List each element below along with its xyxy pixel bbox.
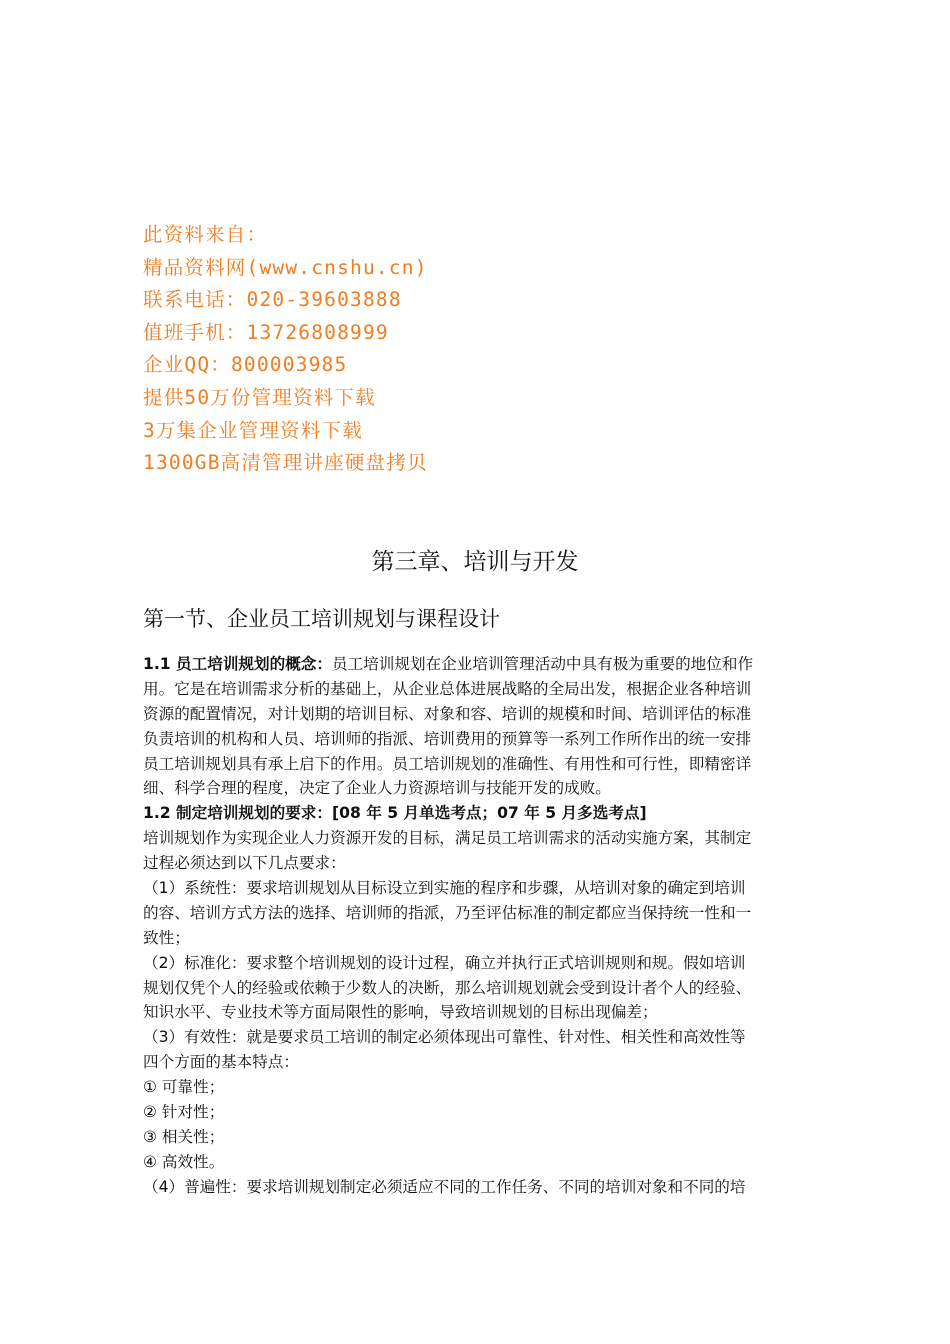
paragraph-line: 用。它是在培训需求分析的基础上，从企业总体进展战略的全局出发，根据企业各种培训 — [143, 679, 752, 698]
paragraph-heading: 1.1 员工培训规划的概念： — [143, 655, 332, 673]
section-title: 第一节、企业员工培训规划与课程设计 — [143, 607, 500, 631]
paragraph-line: 致性； — [143, 928, 190, 947]
paragraph-line: 资源的配置情况，对计划期的培训目标、对象和容、培训的规模和时间、培训评估的标准 — [143, 704, 752, 723]
promo-line: 精品资料网(www.cnshu.cn) — [143, 255, 428, 279]
list-item: ③ 相关性； — [143, 1127, 225, 1146]
promo-line: 提供50万份管理资料下载 — [143, 385, 376, 409]
paragraph-line: 培训规划作为实现企业人力资源开发的目标，满足员工培训需求的活动实施方案，其制定 — [143, 829, 752, 848]
paragraph-line: 员工培训规划具有承上启下的作用。员工培训规划的准确性、有用性和可行性，即精密详 — [143, 754, 752, 773]
paragraph-line: 细、科学合理的程度，决定了企业人力资源培训与技能开发的成败。 — [143, 779, 611, 798]
promo-line: 值班手机：13726808999 — [143, 320, 389, 344]
promo-line: 1300GB高清管理讲座硬盘拷贝 — [143, 451, 428, 475]
paragraph-line: 的容、培训方式方法的选择、培训师的指派，乃至评估标准的制定都应当保持统一性和一 — [143, 903, 752, 922]
list-item: ④ 高效性。 — [143, 1152, 225, 1171]
paragraph-line: （4）普遍性：要求培训规划制定必须适应不同的工作任务、不同的培训对象和不同的培 — [143, 1177, 746, 1196]
paragraph-line: 规划仅凭个人的经验或依赖于少数人的决断，那么培训规划就会受到设计者个人的经验、 — [143, 978, 752, 997]
promo-line: 企业QQ：800003985 — [143, 353, 348, 377]
paragraph-line: 负责培训的机构和人员、培训师的指派、培训费用的预算等一系列工作所作出的统一安排 — [143, 729, 752, 748]
paragraph-line: 1.1 员工培训规划的概念：员工培训规划在企业培训管理活动中具有极为重要的地位和作 — [143, 655, 754, 673]
chapter-title: 第三章、培训与开发 — [371, 549, 579, 575]
paragraph-line: 过程必须达到以下几点要求： — [143, 854, 346, 873]
paragraph-line: （2）标准化：要求整个培训规划的设计过程，确立并执行正式培训规则和规。假如培训 — [143, 953, 746, 972]
promo-line: 联系电话：020-39603888 — [143, 288, 402, 312]
list-item: ① 可靠性； — [143, 1078, 225, 1097]
list-item: ② 针对性； — [143, 1103, 225, 1122]
promo-line: 此资料来自： — [143, 223, 268, 246]
paragraph-line: （3）有效性：就是要求员工培训的制定必须体现出可靠性、针对性、相关性和高效性等 — [143, 1028, 746, 1047]
promo-line: 3万集企业管理资料下载 — [143, 418, 363, 442]
promo-block — [143, 219, 428, 480]
paragraph-line: 四个方面的基本特点： — [143, 1053, 299, 1072]
body-text — [143, 652, 811, 1200]
paragraph-line: （1）系统性：要求培训规划从目标设立到实施的程序和步骤，从培训对象的确定到培训 — [143, 879, 746, 898]
paragraph-line: 知识水平、专业技术等方面局限性的影响，导致培训规划的目标出现偏差； — [143, 1003, 658, 1022]
paragraph-heading: 1.2 制定培训规划的要求：[08 年 5 月单选考点；07 年 5 月多选考点] — [143, 804, 647, 823]
